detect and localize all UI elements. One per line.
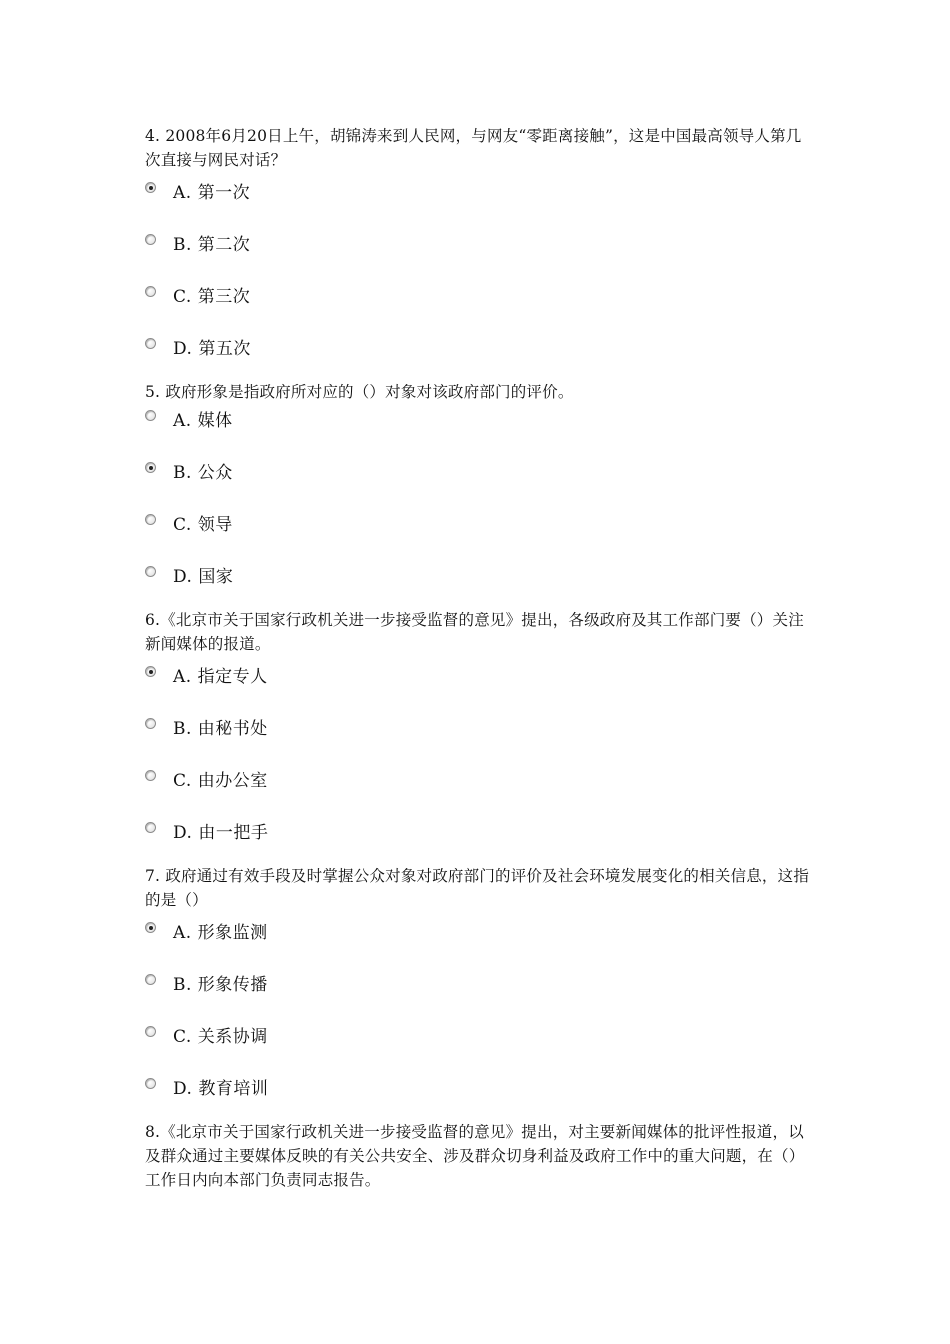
radio-icon[interactable] <box>145 718 156 729</box>
question-text: 6.《北京市关于国家行政机关进一步接受监督的意见》提出，各级政府及其工作部门要（）关注新闻媒体的报道。 <box>145 611 804 653</box>
document-page <box>145 124 815 1192</box>
radio-icon[interactable] <box>145 822 156 833</box>
question-5 <box>145 380 815 608</box>
radio-icon[interactable] <box>145 234 156 245</box>
radio-icon[interactable] <box>145 410 156 421</box>
option-list <box>145 664 815 864</box>
option-b[interactable] <box>145 232 815 284</box>
option-list <box>145 920 815 1120</box>
option-label: A. 媒体 <box>173 411 233 431</box>
radio-icon[interactable] <box>145 566 156 577</box>
option-label: D. 由一把手 <box>173 823 269 843</box>
option-a[interactable] <box>145 408 815 460</box>
option-label: D. 教育培训 <box>173 1079 269 1099</box>
option-c[interactable] <box>145 512 815 564</box>
option-list <box>145 408 815 608</box>
radio-icon[interactable] <box>145 286 156 297</box>
question-text: 5. 政府形象是指政府所对应的（）对象对该政府部门的评价。 <box>145 383 574 401</box>
question-6 <box>145 608 815 864</box>
option-label: C. 关系协调 <box>173 1027 268 1047</box>
radio-checked-icon[interactable] <box>145 462 156 473</box>
question-7 <box>145 864 815 1120</box>
option-d[interactable] <box>145 564 815 608</box>
option-label: B. 第二次 <box>173 235 251 255</box>
question-4 <box>145 124 815 380</box>
option-list <box>145 180 815 380</box>
option-label: C. 领导 <box>173 515 233 535</box>
option-a[interactable] <box>145 664 815 716</box>
option-c[interactable] <box>145 1024 815 1076</box>
option-label: A. 第一次 <box>173 183 251 203</box>
option-label: C. 由办公室 <box>173 771 268 791</box>
option-label: B. 公众 <box>173 463 233 483</box>
radio-checked-icon[interactable] <box>145 182 156 193</box>
radio-checked-icon[interactable] <box>145 922 156 933</box>
question-text: 4. 2008年6月20日上午，胡锦涛来到人民网，与网友“零距离接触”，这是中国最高领导人第几次直接与网民对话？ <box>145 127 802 169</box>
option-b[interactable] <box>145 716 815 768</box>
option-b[interactable] <box>145 972 815 1024</box>
question-text: 7. 政府通过有效手段及时掌握公众对象对政府部门的评价及社会环境发展变化的相关信息，这指的是（） <box>145 867 810 909</box>
option-label: B. 形象传播 <box>173 975 268 995</box>
option-label: D. 国家 <box>173 567 234 587</box>
radio-icon[interactable] <box>145 770 156 781</box>
option-d[interactable] <box>145 1076 815 1120</box>
option-a[interactable] <box>145 180 815 232</box>
option-d[interactable] <box>145 336 815 380</box>
radio-icon[interactable] <box>145 1078 156 1089</box>
option-label: B. 由秘书处 <box>173 719 268 739</box>
option-label: C. 第三次 <box>173 287 251 307</box>
radio-icon[interactable] <box>145 514 156 525</box>
radio-icon[interactable] <box>145 974 156 985</box>
option-a[interactable] <box>145 920 815 972</box>
option-c[interactable] <box>145 768 815 820</box>
question-8 <box>145 1120 815 1192</box>
option-b[interactable] <box>145 460 815 512</box>
option-c[interactable] <box>145 284 815 336</box>
radio-icon[interactable] <box>145 338 156 349</box>
option-label: A. 指定专人 <box>173 667 268 687</box>
question-text: 8.《北京市关于国家行政机关进一步接受监督的意见》提出，对主要新闻媒体的批评性报道，以及群众通过主要媒体反映的有关公共安全、涉及群众切身利益及政府工作中的重大问题，在（）工作日内向本部门负责同志报告。 <box>145 1123 805 1189</box>
option-d[interactable] <box>145 820 815 864</box>
option-label: A. 形象监测 <box>173 923 268 943</box>
radio-icon[interactable] <box>145 1026 156 1037</box>
option-label: D. 第五次 <box>173 339 251 359</box>
radio-checked-icon[interactable] <box>145 666 156 677</box>
